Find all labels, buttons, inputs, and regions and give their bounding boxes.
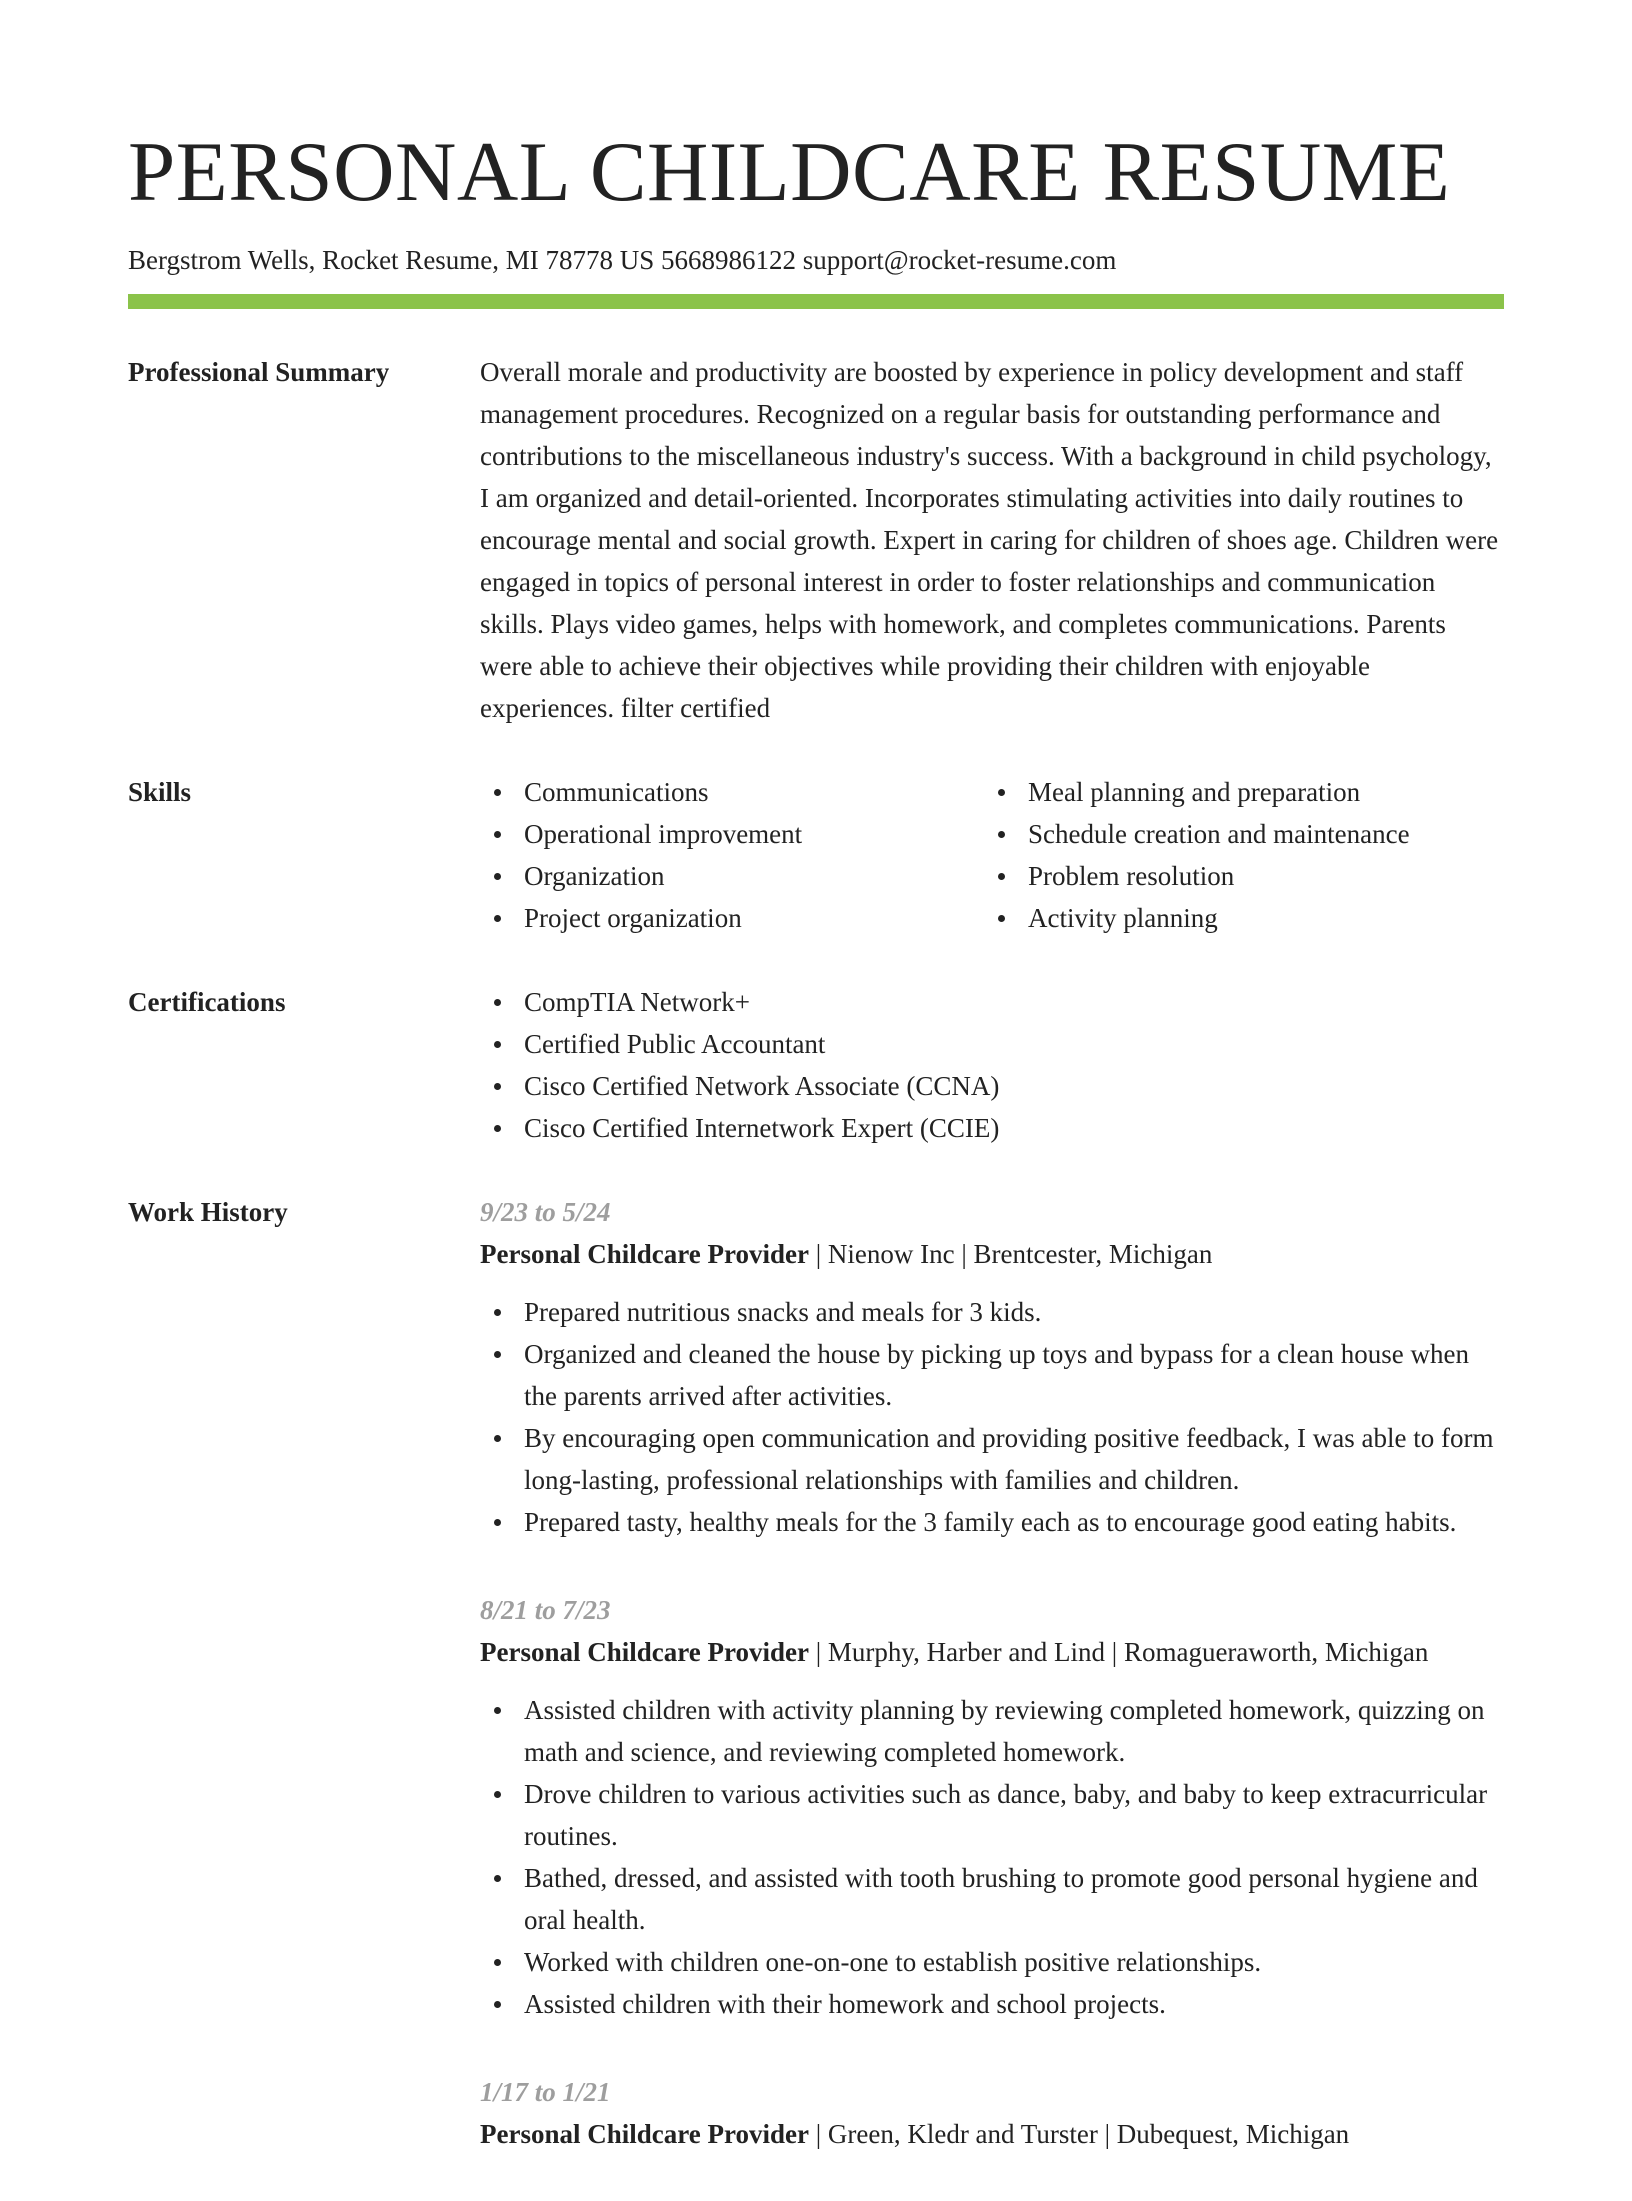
job-heading bbox=[480, 2113, 1504, 2155]
job-entry bbox=[480, 1589, 1504, 2025]
certification-item: Cisco Certified Internetwork Expert (CCIE) bbox=[480, 1107, 1504, 1149]
job-entry bbox=[480, 1191, 1504, 1543]
work-history-section bbox=[128, 1199, 1504, 2201]
job-dates: 8/21 to 7/23 bbox=[480, 1595, 611, 1625]
skills-section bbox=[128, 779, 1504, 939]
job-duty: Prepared nutritious snacks and meals for 3 kids. bbox=[480, 1291, 1504, 1333]
skills-list-left bbox=[480, 771, 984, 939]
certifications-section bbox=[128, 989, 1504, 1149]
summary-text: Overall morale and productivity are boosted by experience in policy development and staff management procedures. Recognized on a regular basis for outstanding performance and contributions to the miscellaneous industry's success. With a background in child psychology, I am organized and detail-oriented. Incorporates stimulating activities into daily routines to encourage mental and social growth. Expert in caring for children of shoes age. Children were engaged in topics of personal interest in order to foster relationships and communication skills. Plays video games, helps with homework, and completes communications. Parents were able to achieve their objectives while providing their children with enjoyable experiences. filter certified bbox=[480, 357, 1499, 723]
skill-item: Communications bbox=[480, 771, 984, 813]
job-duty: Worked with children one-on-one to establish positive relationships. bbox=[480, 1941, 1504, 1983]
skill-item: Problem resolution bbox=[984, 855, 1488, 897]
job-title: Personal Childcare Provider bbox=[480, 1239, 809, 1269]
section-title-certifications: Certifications bbox=[128, 987, 286, 1017]
job-heading bbox=[480, 1631, 1504, 1673]
job-duty: By encouraging open communication and providing positive feedback, I was able to form long-lasting, professional relationships with families and children. bbox=[480, 1417, 1504, 1501]
job-duty: Organized and cleaned the house by picking up toys and bypass for a clean house when the parents arrived after activities. bbox=[480, 1333, 1504, 1417]
section-title-skills: Skills bbox=[128, 777, 192, 807]
resume-title: PERSONAL CHILDCARE RESUME bbox=[128, 125, 1451, 219]
skill-item: Meal planning and preparation bbox=[984, 771, 1488, 813]
skill-item: Schedule creation and maintenance bbox=[984, 813, 1488, 855]
job-duty: Prepared tasty, healthy meals for the 3 family each as to encourage good eating habits. bbox=[480, 1501, 1504, 1543]
header-divider bbox=[128, 294, 1504, 309]
certification-item: Cisco Certified Network Associate (CCNA) bbox=[480, 1065, 1504, 1107]
summary-section bbox=[128, 359, 1504, 729]
job-employer-location: | Murphy, Harber and Lind | Romagueraworth, Michigan bbox=[808, 1637, 1429, 1667]
work-history-body bbox=[480, 1191, 1504, 2201]
skill-item: Project organization bbox=[480, 897, 984, 939]
job-duties-list bbox=[480, 1689, 1504, 2025]
job-employer-location: | Green, Kledr and Turster | Dubequest, Michigan bbox=[808, 2119, 1350, 2149]
skill-item: Operational improvement bbox=[480, 813, 984, 855]
certification-item: Certified Public Accountant bbox=[480, 1023, 1504, 1065]
certifications-body bbox=[480, 981, 1504, 1149]
job-heading bbox=[480, 1233, 1504, 1275]
skill-item: Activity planning bbox=[984, 897, 1488, 939]
contact-line: Bergstrom Wells, Rocket Resume, MI 78778 US 5668986122 support@rocket-resume.com bbox=[128, 245, 1117, 275]
skills-list-right bbox=[984, 771, 1488, 939]
job-employer-location: | Nienow Inc | Brentcester, Michigan bbox=[808, 1239, 1213, 1269]
job-title: Personal Childcare Provider bbox=[480, 1637, 809, 1667]
job-dates: 9/23 to 5/24 bbox=[480, 1197, 611, 1227]
job-duty: Assisted children with their homework and school projects. bbox=[480, 1983, 1504, 2025]
job-duty: Drove children to various activities such as dance, baby, and baby to keep extracurricular routines. bbox=[480, 1773, 1504, 1857]
section-title-summary: Professional Summary bbox=[128, 357, 390, 387]
job-duty: Assisted children with activity planning by reviewing completed homework, quizzing on math and science, and reviewing completed homework. bbox=[480, 1689, 1504, 1773]
section-title-work-history: Work History bbox=[128, 1197, 288, 1227]
summary-body bbox=[480, 351, 1504, 729]
certifications-list bbox=[480, 981, 1504, 1149]
job-entry bbox=[480, 2071, 1504, 2155]
skills-body bbox=[480, 771, 1504, 939]
job-dates: 1/17 to 1/21 bbox=[480, 2077, 611, 2107]
certification-item: CompTIA Network+ bbox=[480, 981, 1504, 1023]
job-duty: Bathed, dressed, and assisted with tooth brushing to promote good personal hygiene and oral health. bbox=[480, 1857, 1504, 1941]
job-title: Personal Childcare Provider bbox=[480, 2119, 809, 2149]
skill-item: Organization bbox=[480, 855, 984, 897]
job-duties-list bbox=[480, 1291, 1504, 1543]
